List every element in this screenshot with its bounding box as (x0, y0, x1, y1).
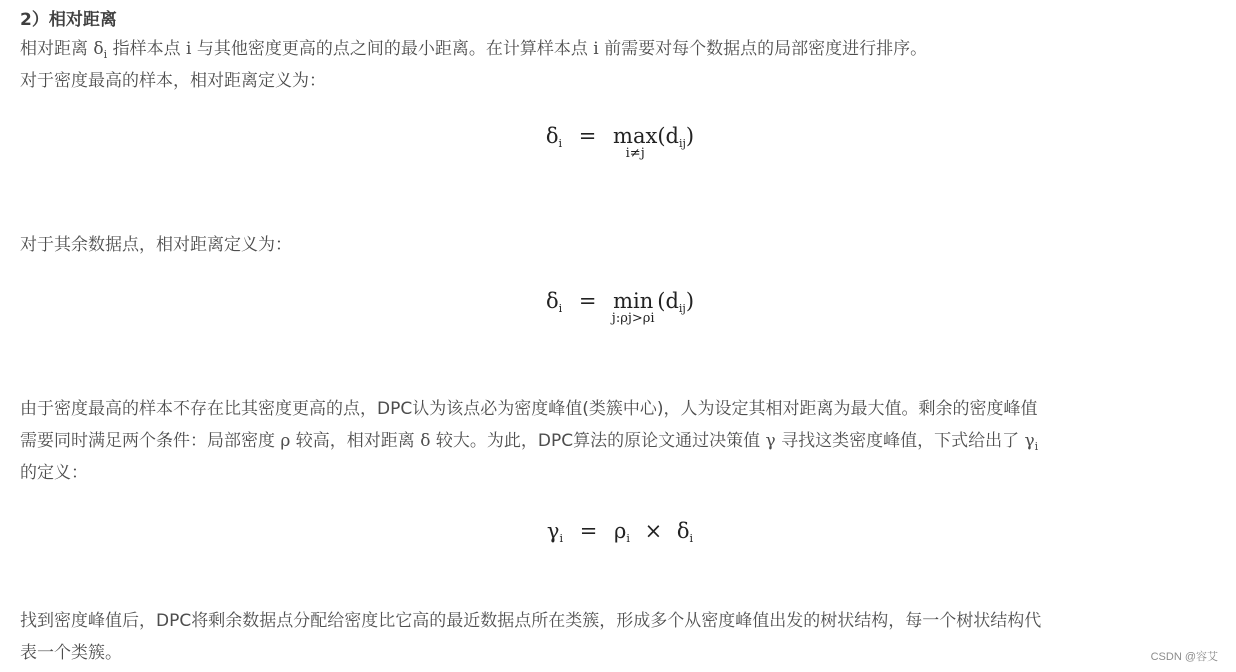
paragraph-dpc-line2: 需要同时满足两个条件：局部密度 ρ 较高，相对距离 δ 较大。为此，DPC算法的原论文通过决策值 γ 寻找这类密度峰值，下式给出了 $\gamma_i$ (20, 431, 1039, 453)
text: 前需要对每个数据点的局部密度进行排序。 (598, 39, 928, 59)
text: 相对距离 (20, 39, 94, 59)
section-heading: 2）相对距离 (20, 10, 117, 30)
paragraph-highest-density: 对于密度最高的样本，相对距离定义为： (20, 71, 326, 91)
formula-gamma: $\gamma_i = \rho_i \times \delta_i$ (546, 519, 694, 545)
formula-min: $\delta_i = \min$ j:ρj>ρi $(d_{ij})$ (545, 289, 695, 326)
paragraph-relative-distance (20, 35, 927, 69)
paragraph-dpc-line1: 由于密度最高的样本不存在比其密度更高的点，DPC认为该点必为密度峰值(类簇中心)，人为设定其相对距离为最大值。剩余的密度峰值 (20, 399, 1038, 419)
formula-max: $\delta_i = \max$ i≠j $(d_{ij})$ (545, 124, 695, 161)
delta-symbol: δ (93, 39, 104, 59)
max-operator: max i≠j (613, 124, 658, 161)
watermark: CSDN @容艾 (1150, 651, 1218, 663)
math-i: i (593, 39, 599, 59)
paragraph-dpc-line3: 的定义： (20, 463, 88, 483)
min-operator: min j:ρj>ρi (611, 289, 655, 326)
paragraph-other-points: 对于其余数据点，相对距离定义为： (20, 235, 292, 255)
text: 指样本点 (107, 39, 186, 59)
math-i: i (186, 39, 192, 59)
subscript: i (103, 48, 108, 61)
paragraph-assign-line1: 找到密度峰值后，DPC将剩余数据点分配给密度比它高的最近数据点所在类簇，形成多个从密度峰值出发的树状结构，每一个树状结构代 (20, 611, 1042, 631)
text: 与其他密度更高的点之间的最小距离。在计算样本点 (191, 39, 594, 59)
paragraph-assign-line2: 表一个类簇。 (20, 643, 122, 663)
